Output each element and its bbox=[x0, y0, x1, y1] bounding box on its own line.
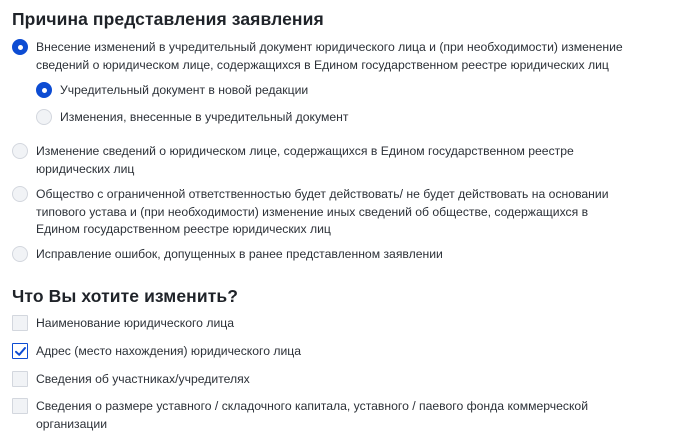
reason-option-label: Внесение изменений в учредительный документ юридического лица и (при необходимости) изменение сведений о юридическом лице, содержащихся в Едином государственном реестре юридических лиц bbox=[36, 40, 623, 72]
change-option-label: Адрес (место нахождения) юридического лица bbox=[36, 344, 302, 358]
checkbox[interactable] bbox=[12, 371, 28, 387]
reason-option-egrul-changes[interactable] bbox=[12, 143, 652, 178]
checkmark-icon bbox=[14, 345, 27, 358]
checkbox-checked[interactable] bbox=[12, 343, 28, 359]
radio-button-selected[interactable] bbox=[36, 82, 52, 98]
change-option-label: Наименование юридического лица bbox=[36, 316, 235, 330]
sub-option-label: Учредительный документ в новой редакции bbox=[60, 83, 309, 97]
reason-option-typical-charter[interactable] bbox=[12, 186, 652, 239]
reason-option-label: Изменение сведений о юридическом лице, содержащихся в Едином государственном реестре юридических лиц bbox=[36, 144, 574, 176]
change-option-label: Сведения об участниках/учредителях bbox=[36, 372, 250, 386]
radio-button[interactable] bbox=[12, 246, 28, 262]
change-section-title: Что Вы хотите изменить? bbox=[12, 286, 239, 306]
reason-option-error-correction[interactable] bbox=[12, 246, 652, 264]
checkbox[interactable] bbox=[12, 398, 28, 414]
reason-option-label: Исправление ошибок, допущенных в ранее представленном заявлении bbox=[36, 247, 443, 261]
change-option-name[interactable] bbox=[12, 315, 234, 333]
change-option-participants[interactable] bbox=[12, 371, 250, 389]
reason-section-title: Причина представления заявления bbox=[12, 9, 324, 29]
reason-option-label: Общество с ограниченной ответственностью будет действовать/ не будет действовать на основании типового устава и (при необходимости) изменение иных сведений об обществе, содержащихся в Едином государственном реестре юридических лиц bbox=[36, 187, 609, 236]
change-option-capital[interactable] bbox=[12, 398, 652, 433]
reason-option-constituent-changes[interactable] bbox=[12, 39, 652, 74]
radio-button[interactable] bbox=[36, 109, 52, 125]
change-option-label: Сведения о размере уставного / складочного капитала, уставного / паевого фонда коммерческой организации bbox=[36, 399, 589, 431]
radio-button[interactable] bbox=[12, 186, 28, 202]
sub-option-new-edition[interactable] bbox=[36, 82, 308, 100]
checkbox[interactable] bbox=[12, 315, 28, 331]
change-option-address[interactable] bbox=[12, 343, 301, 361]
radio-button[interactable] bbox=[12, 143, 28, 159]
sub-option-label: Изменения, внесенные в учредительный документ bbox=[60, 110, 349, 124]
radio-button-selected[interactable] bbox=[12, 39, 28, 55]
sub-option-amendments[interactable] bbox=[36, 109, 348, 127]
